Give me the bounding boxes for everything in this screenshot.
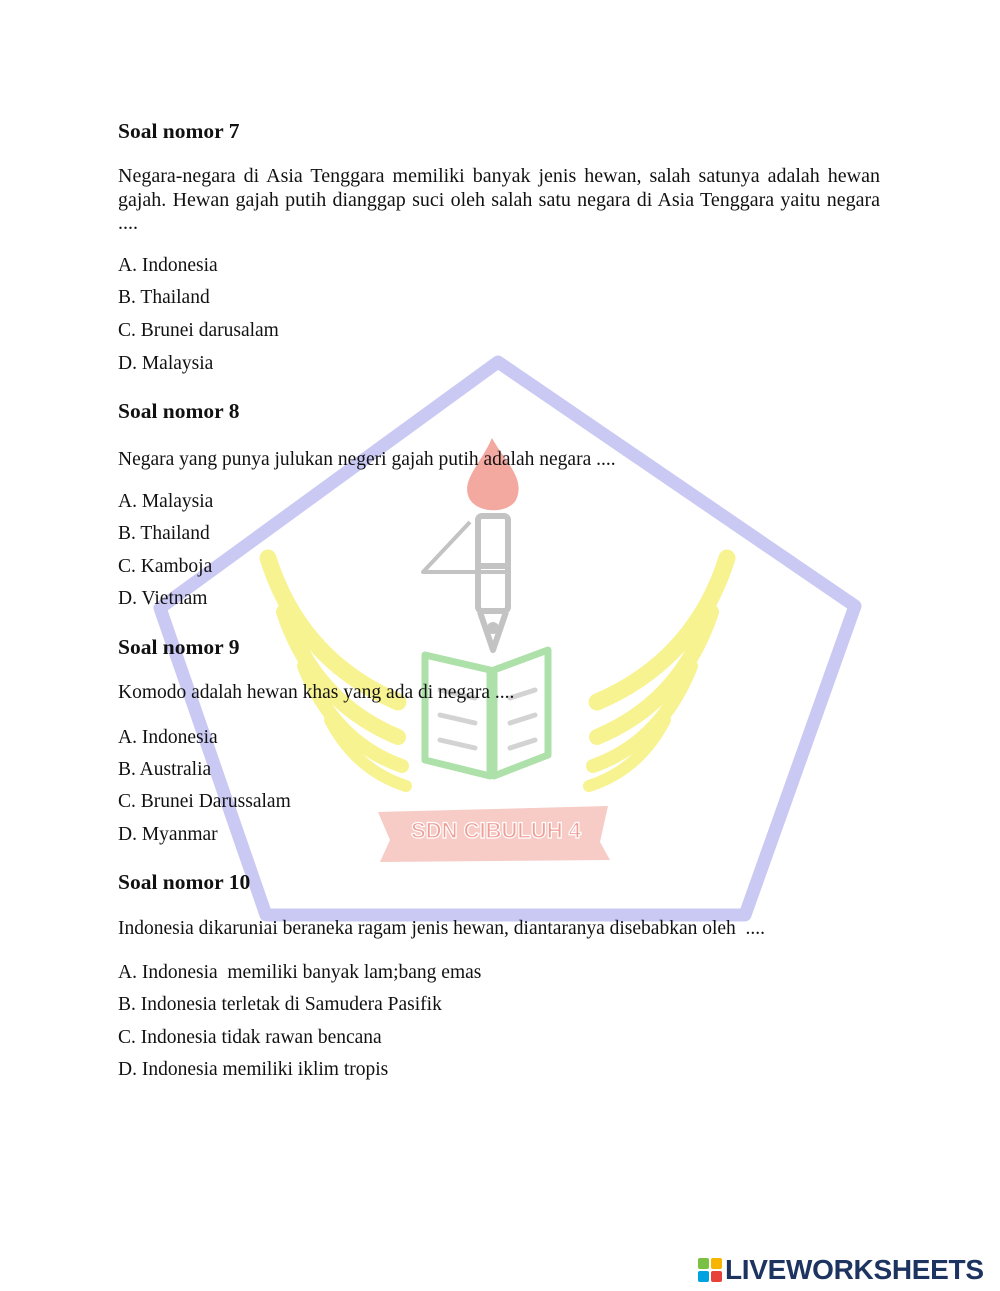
question-7-option-b[interactable]: B. Thailand bbox=[118, 287, 210, 308]
question-8-title: Soal nomor 8 bbox=[118, 399, 240, 423]
question-9-text: Komodo adalah hewan khas yang ada di negara .... bbox=[118, 682, 515, 703]
school-banner bbox=[378, 806, 610, 862]
question-7-option-c[interactable]: C. Brunei darusalam bbox=[118, 320, 279, 341]
question-10-option-c[interactable]: C. Indonesia tidak rawan bencana bbox=[118, 1027, 382, 1048]
question-8-option-c[interactable]: C. Kamboja bbox=[118, 556, 213, 577]
question-8-option-d[interactable]: D. Vietnam bbox=[118, 588, 208, 609]
left-wing bbox=[268, 558, 406, 786]
right-wing bbox=[589, 558, 727, 786]
question-7-text: Negara-negara di Asia Tenggara memiliki banyak jenis hewan, salah satunya adalah hewan gajah. Hewan gajah putih dianggap suci oleh salah satu negara di Asia Tenggara yaitu negara .... bbox=[118, 165, 880, 234]
logo-tile-2 bbox=[711, 1258, 722, 1269]
liveworksheets-logo-icon bbox=[698, 1258, 722, 1282]
question-10-option-b[interactable]: B. Indonesia terletak di Samudera Pasifik bbox=[118, 994, 442, 1015]
question-9-option-d[interactable]: D. Myanmar bbox=[118, 824, 218, 845]
logo-tile-1 bbox=[698, 1258, 709, 1269]
question-10-option-a[interactable]: A. Indonesia memiliki banyak lam;bang emas bbox=[118, 962, 482, 983]
liveworksheets-logo[interactable] bbox=[698, 1256, 984, 1284]
question-10-title: Soal nomor 10 bbox=[118, 870, 251, 894]
school-name: SDN CIBULUH 4 bbox=[411, 818, 581, 843]
question-7-option-a[interactable]: A. Indonesia bbox=[118, 255, 218, 276]
question-9-title: Soal nomor 9 bbox=[118, 635, 240, 659]
question-8-option-a[interactable]: A. Malaysia bbox=[118, 491, 214, 512]
question-9-option-a[interactable]: A. Indonesia bbox=[118, 727, 218, 748]
pen-icon bbox=[423, 516, 508, 650]
question-9-option-b[interactable]: B. Australia bbox=[118, 759, 212, 780]
question-9-option-c[interactable]: C. Brunei Darussalam bbox=[118, 791, 291, 812]
question-7-option-d[interactable]: D. Malaysia bbox=[118, 353, 214, 374]
book-icon bbox=[425, 650, 548, 776]
logo-tile-3 bbox=[698, 1271, 709, 1282]
question-10-option-d[interactable]: D. Indonesia memiliki iklim tropis bbox=[118, 1059, 389, 1080]
question-10-text: Indonesia dikaruniai beraneka ragam jenis hewan, diantaranya disebabkan oleh .... bbox=[118, 918, 766, 939]
question-7-title: Soal nomor 7 bbox=[118, 119, 240, 143]
logo-tile-4 bbox=[711, 1271, 722, 1282]
question-8-option-b[interactable]: B. Thailand bbox=[118, 523, 210, 544]
liveworksheets-logo-text: LIVEWORKSHEETS bbox=[725, 1254, 984, 1285]
question-8-text: Negara yang punya julukan negeri gajah putih adalah negara .... bbox=[118, 449, 616, 470]
